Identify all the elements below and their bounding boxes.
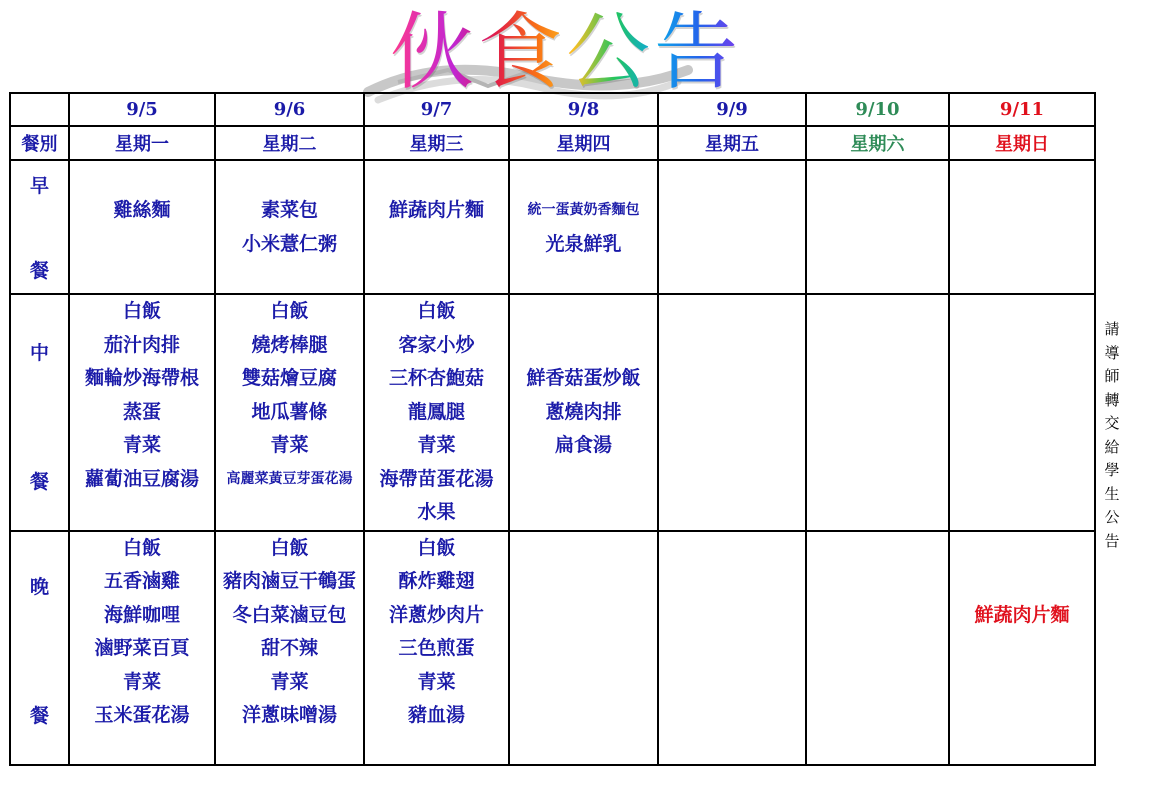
- lunch-label-bottom: 餐: [29, 470, 49, 493]
- lunch-label-cell: [10, 294, 69, 531]
- lunch-day-cell: [806, 294, 949, 531]
- menu-item: 青菜: [122, 434, 161, 456]
- menu-item: 小米薏仁粥: [241, 232, 337, 255]
- menu-item: 燒烤棒腿: [251, 333, 328, 356]
- side-note-char: 交: [1104, 414, 1120, 432]
- dinner-day-cell: [806, 531, 949, 765]
- side-note-char: 生: [1104, 484, 1120, 503]
- corner-cell: [10, 93, 69, 126]
- weekday-cell: 星期三: [364, 126, 509, 160]
- date-cell-saturday: 9/10: [806, 93, 949, 126]
- side-note-char: 學: [1104, 461, 1120, 479]
- menu-item: 白飯: [122, 300, 161, 322]
- lunch-label-top: 中: [29, 342, 49, 364]
- menu-item: 滷野菜百頁: [94, 637, 190, 659]
- menu-item: 雞絲麵: [113, 199, 171, 221]
- menu-item: 光泉鮮乳: [545, 232, 622, 255]
- menu-item: 素菜包: [260, 199, 318, 221]
- weekday-cell: 星期五: [658, 126, 806, 160]
- page-title: 伙食公告: [390, 0, 742, 106]
- menu-item: 麵輪炒海帶根: [84, 367, 199, 389]
- date-row: [10, 93, 1095, 126]
- menu-item: 水果: [417, 501, 456, 523]
- breakfast-day-cell: [215, 160, 364, 294]
- menu-item: 雙菇燴豆腐: [241, 367, 337, 389]
- menu-item: 鮮香菇蛋炒飯: [526, 367, 641, 389]
- weekday-cell-sunday: 星期日: [949, 126, 1095, 160]
- breakfast-day-cell: [69, 160, 215, 294]
- menu-item: 青菜: [270, 434, 309, 456]
- lunch-day-cell: [215, 294, 364, 531]
- side-note-char: 公: [1104, 508, 1120, 526]
- date-cell: 9/5: [69, 93, 215, 126]
- side-note-char: 告: [1104, 531, 1120, 550]
- side-note-char: 請: [1104, 320, 1120, 338]
- dinner-day-cell: [949, 531, 1095, 765]
- dinner-day-cell: [509, 531, 658, 765]
- breakfast-day-cell: [949, 160, 1095, 294]
- menu-item: 扁食湯: [554, 434, 612, 456]
- breakfast-label-bottom: 餐: [29, 260, 49, 282]
- side-note-char: 給: [1104, 437, 1120, 456]
- menu-item: 三杯杏鮑菇: [388, 367, 484, 389]
- dinner-row: [10, 531, 1095, 765]
- menu-item: 青菜: [270, 670, 309, 693]
- breakfast-row: [10, 160, 1095, 294]
- weekday-cell: 星期一: [69, 126, 215, 160]
- menu-item: 白飯: [417, 536, 456, 559]
- lunch-day-cell: [658, 294, 806, 531]
- menu-item: 統一蛋黃奶香麵包: [527, 202, 640, 218]
- menu-item: 龍鳳腿: [407, 400, 465, 423]
- breakfast-label-top: 早: [29, 175, 49, 197]
- dinner-day-cell: [215, 531, 364, 765]
- weekday-cell: 星期二: [215, 126, 364, 160]
- menu-item: 玉米蛋花湯: [94, 704, 190, 726]
- breakfast-day-cell: [658, 160, 806, 294]
- lunch-day-cell: [949, 294, 1095, 531]
- lunch-row: [10, 294, 1095, 531]
- side-note-char: 師: [1104, 367, 1120, 385]
- menu-item: 青菜: [417, 670, 456, 693]
- menu-item: 五香滷雞: [103, 570, 180, 592]
- meal-schedule-table: [9, 92, 1096, 766]
- menu-item: 海帶苗蛋花湯: [379, 467, 494, 490]
- dinner-day-cell: [658, 531, 806, 765]
- side-note-char: 導: [1104, 343, 1120, 362]
- weekday-cell-saturday: 星期六: [806, 126, 949, 160]
- menu-item: 白飯: [270, 300, 309, 322]
- date-cell-sunday: 9/11: [949, 93, 1095, 126]
- breakfast-day-cell: [806, 160, 949, 294]
- menu-item: 三色煎蛋: [398, 637, 475, 659]
- menu-item: 蒸蛋: [122, 400, 161, 423]
- menu-item: 青菜: [417, 434, 456, 456]
- lunch-day-cell: [509, 294, 658, 531]
- lunch-day-cell: [69, 294, 215, 531]
- date-cell: 9/8: [509, 93, 658, 126]
- menu-item: 洋蔥味噌湯: [241, 704, 337, 726]
- dinner-day-cell: [69, 531, 215, 765]
- meal-type-header: 餐別: [10, 126, 69, 160]
- menu-item: 白飯: [270, 536, 309, 559]
- menu-item: 豬肉滷豆干鵪蛋: [222, 570, 356, 592]
- menu-item: 茄汁肉排: [103, 333, 180, 356]
- breakfast-day-cell: [509, 160, 658, 294]
- menu-item: 鮮蔬肉片麵: [974, 603, 1070, 626]
- menu-item: 青菜: [122, 670, 161, 693]
- menu-item: 地瓜薯條: [251, 400, 328, 423]
- menu-item: 鮮蔬肉片麵: [388, 199, 484, 221]
- lunch-day-cell: [364, 294, 509, 531]
- menu-item: 客家小炒: [398, 333, 475, 356]
- date-cell: 9/6: [215, 93, 364, 126]
- breakfast-label-cell: [10, 160, 69, 294]
- dinner-day-cell: [364, 531, 509, 765]
- dinner-label-top: 晚: [29, 575, 49, 598]
- weekday-row: [10, 126, 1095, 160]
- menu-item: 白飯: [417, 300, 456, 322]
- menu-item: 白飯: [122, 536, 161, 559]
- dinner-label-cell: [10, 531, 69, 765]
- menu-item: 海鮮咖哩: [103, 603, 180, 626]
- date-cell: 9/7: [364, 93, 509, 126]
- menu-item: 洋蔥炒肉片: [388, 603, 484, 626]
- menu-item: 甜不辣: [260, 637, 318, 659]
- menu-item: 蘿蔔油豆腐湯: [84, 467, 199, 490]
- side-note-char: 轉: [1104, 390, 1120, 409]
- dinner-label-bottom: 餐: [29, 704, 49, 727]
- breakfast-day-cell: [364, 160, 509, 294]
- side-note: [1101, 318, 1123, 553]
- menu-item: 蔥燒肉排: [545, 400, 622, 423]
- menu-item: 冬白菜滷豆包: [232, 603, 347, 626]
- date-cell: 9/9: [658, 93, 806, 126]
- menu-item: 豬血湯: [407, 704, 465, 726]
- menu-item: 酥炸雞翅: [398, 570, 475, 592]
- menu-item: 高麗菜黃豆芽蛋花湯: [226, 470, 353, 487]
- weekday-cell: 星期四: [509, 126, 658, 160]
